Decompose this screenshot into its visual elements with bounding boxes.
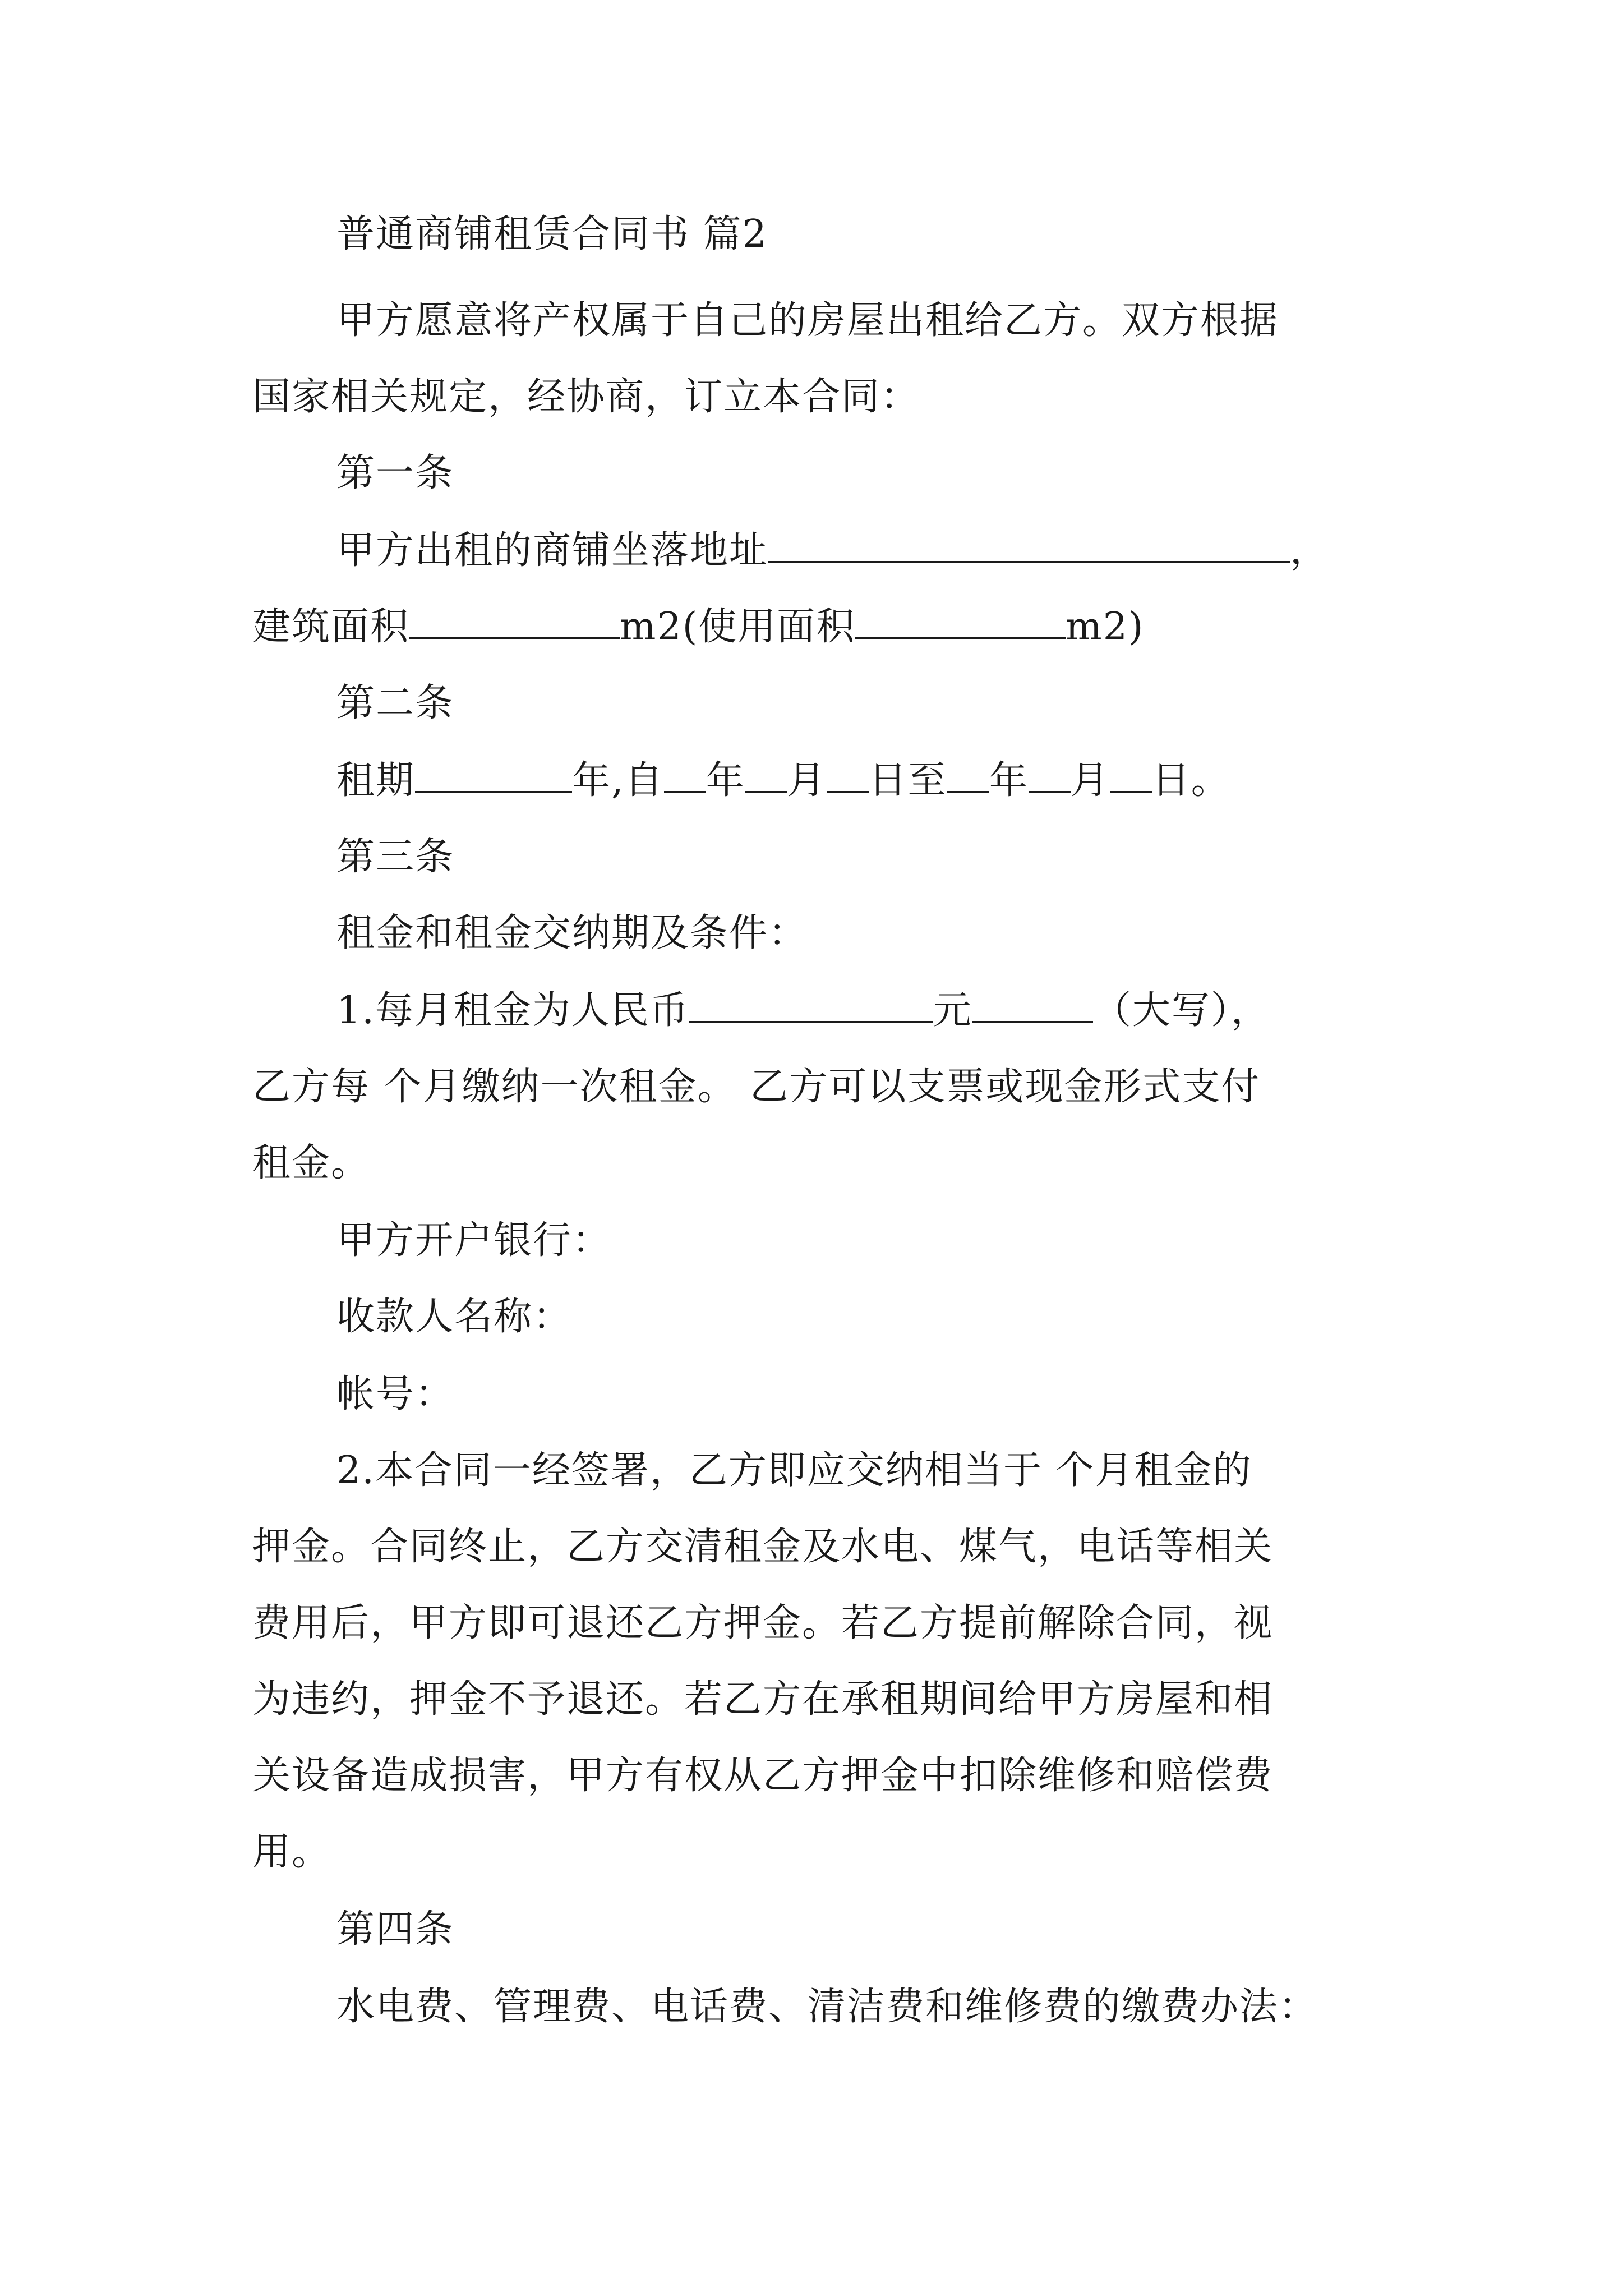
article-1-heading: 第一条	[336, 451, 455, 495]
rent-amount-blank	[689, 988, 933, 1023]
article-4-heading: 第四条	[336, 1907, 455, 1952]
rent-payment-line-end: 租金。	[252, 1141, 371, 1185]
intro-line-1: 甲方愿意将产权属于自己的房屋出租给乙方。双方根据	[336, 298, 1279, 343]
article-3-subheading: 租金和租金交纳期及条件：	[336, 911, 808, 955]
end-year-blank	[947, 758, 989, 793]
document-title: 普通商铺租赁合同书 篇2	[336, 212, 768, 256]
rent-amount-line	[336, 988, 1270, 1033]
end-month-label: 月	[1070, 758, 1110, 803]
rent-uppercase-blank	[972, 988, 1093, 1023]
building-area-label: 建筑面积	[252, 605, 410, 649]
article-2-heading: 第二条	[336, 681, 455, 725]
rent-amount-label: 1.每月租金为人民币	[336, 988, 689, 1033]
account-label: 帐号：	[336, 1372, 455, 1416]
article-1-area-line	[252, 605, 1145, 650]
usable-area-label: m2(使用面积	[620, 605, 856, 649]
deposit-line-2: 押金。合同终止，乙方交清租金及水电、煤气，电话等相关	[252, 1525, 1274, 1569]
deposit-line-4: 为违约，押金不予退还。若乙方在承租期间给甲方房屋和相	[252, 1677, 1274, 1722]
usable-area-blank	[855, 605, 1066, 639]
deposit-line-3: 费用后，甲方即可退还乙方押金。若乙方提前解除合同，视	[252, 1601, 1274, 1645]
end-day-label: 日。	[1151, 758, 1230, 803]
intro-line-2: 国家相关规定，经协商，订立本合同：	[252, 375, 920, 419]
deposit-line-1: 2.本合同一经签署，乙方即应交纳相当于 个月租金的	[336, 1448, 1252, 1493]
rent-payment-line: 乙方每 个月缴纳一次租金。 乙方可以支票或现金形式支付	[252, 1065, 1261, 1109]
building-area-blank	[409, 605, 620, 639]
term-from-label: 年,自	[572, 758, 664, 803]
bank-label: 甲方开户银行：	[336, 1218, 612, 1263]
rent-uppercase-label: （大写），	[1092, 988, 1270, 1033]
payee-label: 收款人名称：	[336, 1295, 573, 1339]
usable-area-unit: m2)	[1066, 605, 1145, 649]
rent-yuan-label: 元	[933, 988, 972, 1033]
article-1-address-line	[336, 528, 1329, 573]
end-month-blank	[1029, 758, 1071, 793]
start-day-blank	[827, 758, 869, 793]
term-years-blank	[415, 758, 572, 793]
address-label: 甲方出租的商铺坐落地址	[336, 528, 769, 573]
article-3-heading: 第三条	[336, 835, 455, 879]
start-month-label: 月	[787, 758, 827, 803]
start-day-to-label: 日至	[868, 758, 947, 803]
address-blank	[768, 528, 1290, 563]
deposit-line-6: 用。	[252, 1830, 331, 1874]
start-year-blank	[664, 758, 706, 793]
term-label: 租期	[336, 758, 416, 803]
start-month-blank	[745, 758, 787, 793]
article-4-subheading: 水电费、管理费、电话费、清洁费和维修费的缴费办法：	[336, 1985, 1318, 2029]
end-day-blank	[1110, 758, 1152, 793]
start-year-label: 年	[706, 758, 745, 803]
address-comma: ，	[1290, 528, 1330, 573]
end-year-label: 年	[989, 758, 1029, 803]
article-2-term-line	[336, 758, 1230, 803]
deposit-line-5: 关设备造成损害，甲方有权从乙方押金中扣除维修和赔偿费	[252, 1754, 1274, 1798]
